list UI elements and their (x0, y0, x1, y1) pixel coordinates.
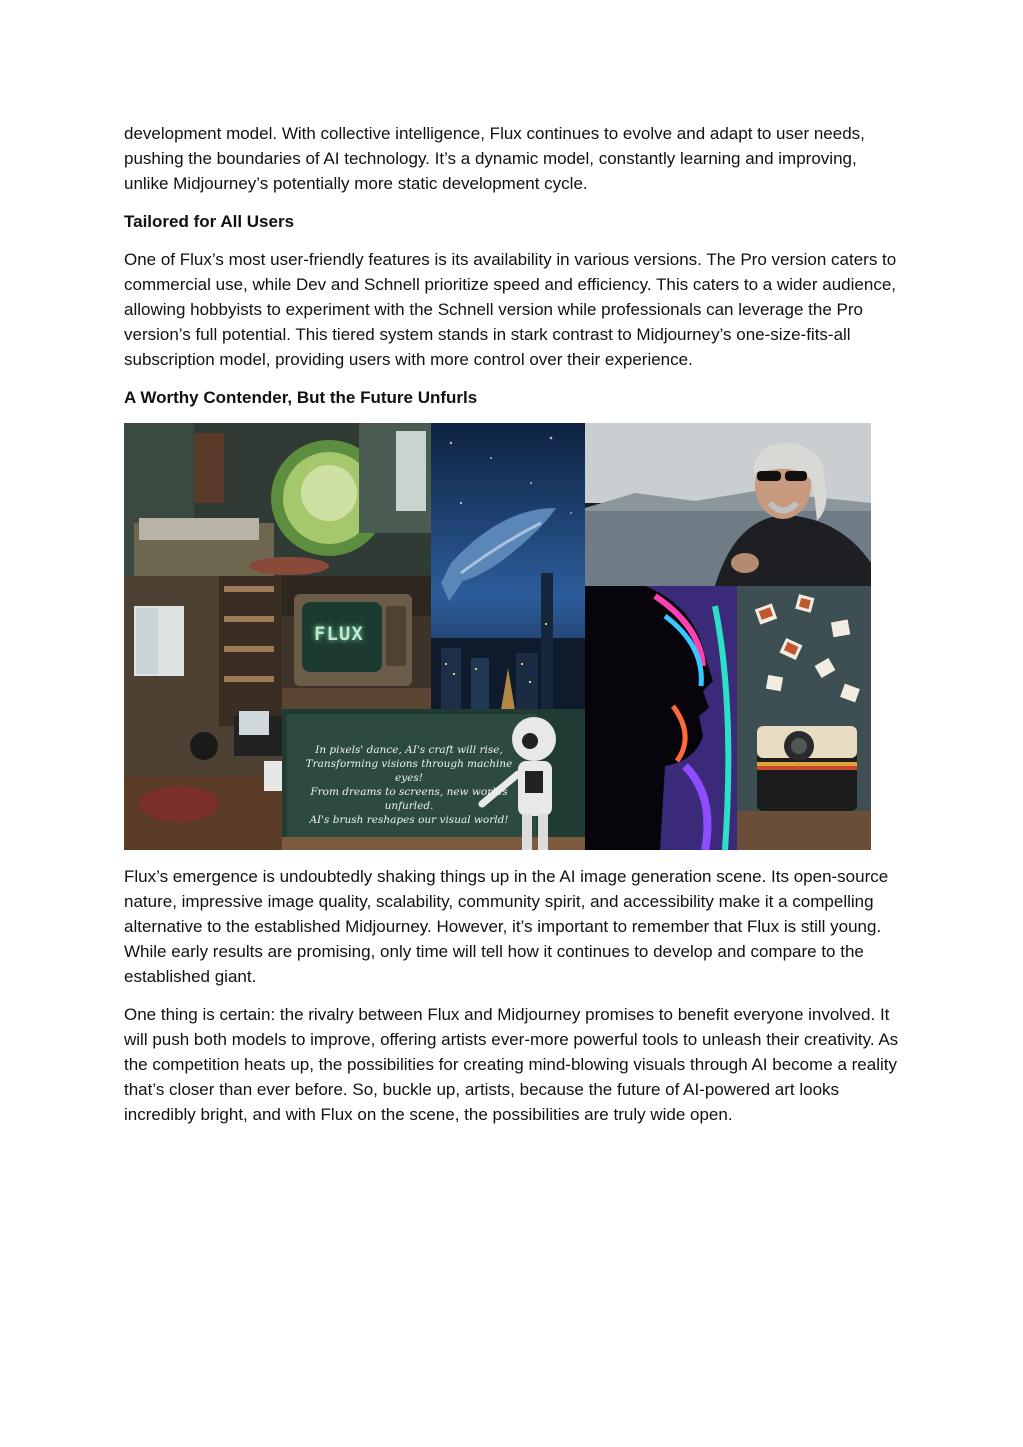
collage-man-portrait-image (585, 423, 871, 586)
rivalry-paragraph: One thing is certain: the rivalry between Flux and Midjourney promises to benefit everyone involved. It will push both models to improve, offering artists ever-more powerful tools to unleash their creativity. As the competition heats up, the possibilities for creating mind-blowing visuals through AI become a reality that’s closer than ever before. So, buckle up, artists, because the future of AI-powered art looks incredibly bright, and with Flux on the scene, the possibilities are truly wide open. (124, 1005, 899, 1124)
collage-bedroom-window-image (124, 423, 431, 576)
poem-line: AI's brush reshapes our visual world! (309, 814, 509, 826)
intro-paragraph: development model. With collective intelligence, Flux continues to evolve and adapt to user needs, pushing the boundaries of AI technology. It’s a dynamic model, constantly learning and improving, unlike Midjourney’s potentially more static development cycle. (124, 124, 865, 193)
tailored-paragraph: One of Flux’s most user-friendly features is its availability in various versions. The Pro version caters to commercial use, while Dev and Schnell prioritize speed and efficiency. This caters to a wider audience, allowing hobbyists to experiment with the Schnell version while professionals can leverage the Pro version’s full potential. This tiered system stands in stark contrast to Midjourney’s one-size-fits-all subscription model, providing users with more control over their experience. (124, 250, 897, 369)
flux-screen-label: FLUX (314, 623, 364, 645)
collage-whale-city-image (431, 423, 585, 710)
poem-line: Transforming visions through machine eyes! (305, 758, 513, 784)
ai-image-collage (124, 423, 871, 850)
collage-cluttered-room-image (124, 576, 282, 850)
heading-worthy-contender: A Worthy Contender, But the Future Unfurls (124, 388, 478, 407)
poem-line: From dreams to screens, new worlds unfurled. (310, 786, 508, 812)
poem-line: In pixels' dance, AI's craft will rise, (315, 744, 503, 756)
collage-neon-face-image (585, 586, 737, 850)
collage-robot-chalkboard-image (282, 709, 585, 850)
document-page (124, 121, 899, 1140)
heading-tailored-for-all-users: Tailored for All Users (124, 212, 295, 231)
collage-flux-monitor-image (282, 576, 431, 709)
emergence-paragraph: Flux’s emergence is undoubtedly shaking things up in the AI image generation scene. Its open-source nature, impressive image quality, scalability, community spirit, and accessibility make it a compelling alternative to the established Midjourney. However, it’s important to remember that Flux is still young. While early results are promising, only time will tell how it continues to develop and compare to the established giant. (124, 867, 889, 986)
collage-instant-camera-image (737, 586, 871, 850)
chalkboard-poem (304, 743, 514, 827)
